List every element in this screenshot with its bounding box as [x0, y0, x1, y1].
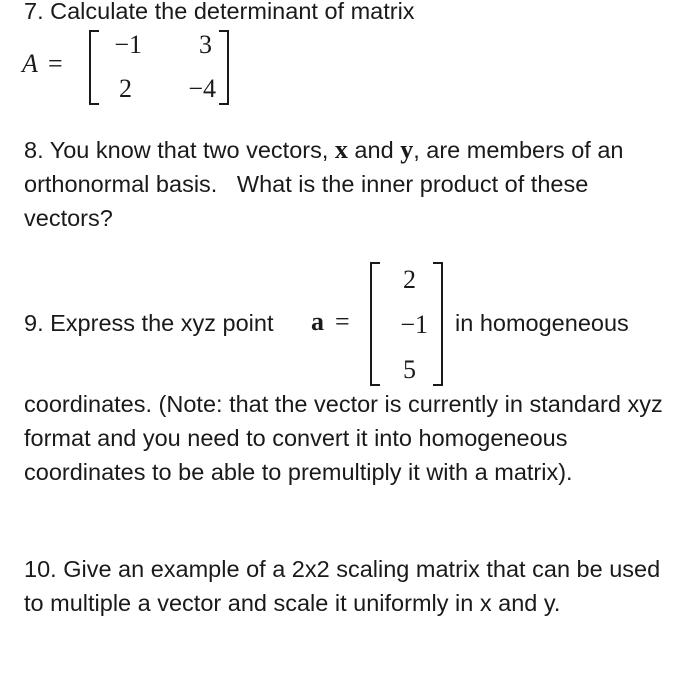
question-10-text: 10. Give an example of a 2x2 scaling matrix that can be used to multiple a vector and scale it uniformly in x and y.: [24, 556, 661, 616]
q8-and: and: [347, 137, 401, 163]
q8-part2: , are members of an orthonormal basis. What is the inner product of these vectors?: [24, 137, 624, 231]
question-9-continuation: coordinates. (Note: that the vector is currently in standard xyz format and you need to convert it into homogeneous coordinates to be able to premultiply it with a matrix).: [24, 391, 663, 485]
q8-part1: 8. You know that two vectors,: [24, 137, 335, 163]
vector-left-bracket: [370, 262, 380, 386]
matrix-right-bracket: [219, 30, 229, 105]
equals-sign: =: [48, 49, 63, 78]
vector-right-bracket: [433, 262, 443, 386]
matrix-a-variable: A: [22, 49, 38, 78]
question-9-label: 9. Express the xyz point: [24, 310, 274, 336]
vector-x: x: [334, 135, 348, 164]
point-a-variable: a: [311, 307, 324, 336]
question-9-tail: in homogeneous: [455, 310, 629, 336]
vector-cell-1: 2: [403, 265, 416, 294]
matrix-cell-r2c1: 2: [119, 74, 132, 103]
vector-cell-2: −1: [400, 310, 428, 339]
equals-sign: =: [335, 307, 350, 336]
matrix-cell-r1c1: −1: [114, 30, 142, 59]
question-7-text: 7. Calculate the determinant of matrix: [24, 0, 415, 24]
vector-y: y: [400, 135, 414, 164]
matrix-left-bracket: [89, 30, 99, 105]
vector-cell-3: 5: [403, 355, 416, 384]
matrix-cell-r2c2: −4: [188, 74, 216, 103]
question-8-text: [24, 133, 664, 235]
matrix-cell-r1c2: 3: [199, 30, 212, 59]
